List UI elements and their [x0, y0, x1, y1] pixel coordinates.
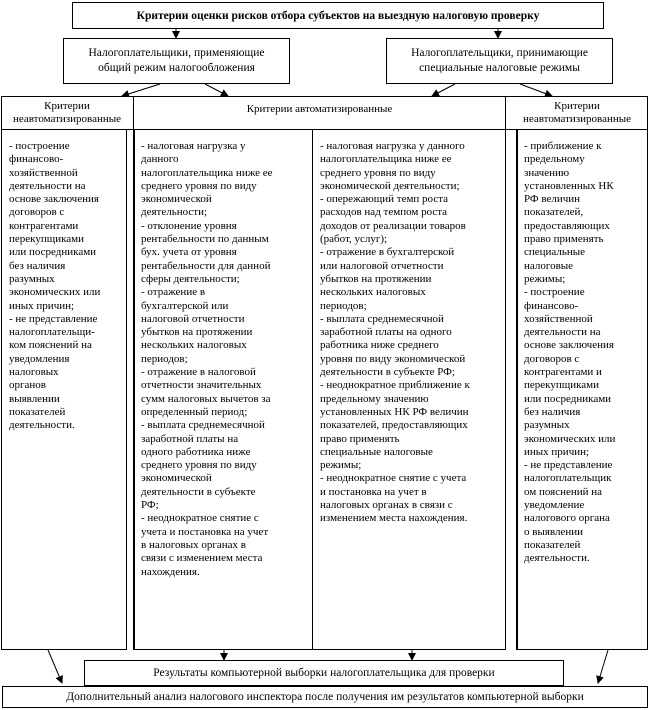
criteria-list-auto-general: - налоговая нагрузка у данного налогоплательщика ниже ее среднего уровня по виду экономической деятельности; - отклонение уровня рентабельности по данным бух. учета от уровня рентабельности для данной сферы деятельности; - отражение в бухгалтерской или налоговой отчетности убытков на протяжении нескольких налоговых периодов; - отражение в налоговой отчетности значительных сумм налоговых вычетов за определенный период; - выплата среднемесячной заработной платы на одного работника ниже среднего уровня по виду экономической деятельности в субъекте РФ; - неоднократное снятие с учета и постановка на учет в налоговых органах в связи с изменением места нахождения. — [141, 140, 273, 578]
arrow-general-to-center — [205, 84, 228, 96]
diagram-title: Критерии оценки рисков отбора субъектов на выездную налоговую проверку — [72, 2, 604, 29]
results-box: Результаты компьютерной выборки налогоплательщика для проверки — [84, 660, 564, 686]
criteria-list-right: - приближение к предельному значению установленных НК РФ величин показателей, предоставляющих право применять специальные налоговые режимы; - построение финансово- хозяйственной деятельности на основе заключения договоров с контрагентами и перекупщиками или посредниками без наличия разумных экономических или иных причин; - не представление налогоплательщик ом пояснений на уведомление налогового органа о выявлении показателей деятельности. — [524, 140, 616, 565]
header-left: Критерии неавтоматизированные — [12, 100, 122, 125]
header-right: Критерии неавтоматизированные — [522, 100, 632, 125]
arrow-special-to-center — [432, 84, 455, 96]
arrow-general-to-left — [122, 84, 160, 96]
header-center: Критерии автоматизированные — [246, 103, 393, 115]
group-general-regime: Налогоплательщики, применяющие общий режим налогообложения — [63, 38, 290, 84]
arrow-col1-to-analysis — [48, 650, 62, 683]
arrow-special-to-right — [520, 84, 552, 96]
arrow-col4-to-analysis — [598, 650, 608, 683]
analysis-box: Дополнительный анализ налогового инспектора после получения им результатов компьютерной выборки — [2, 686, 648, 708]
group-special-regimes: Налогоплательщики, принимающие специальные налоговые режимы — [386, 38, 613, 84]
criteria-list-left: - построение финансово- хозяйственной деятельности на основе заключения договоров с контрагентами перекупщиками или посредниками без наличия разумных экономических или иных причин; - не представление налогоплательщи- ком пояснений на уведомления налоговых органов выявлении показателей деятельности. — [9, 140, 101, 432]
criteria-list-auto-special: - налоговая нагрузка у данного налогоплательщика ниже ее среднего уровня по виду экономической деятельности; - опережающий темп роста расходов над темпом роста доходов от реализации товаров (работ, услуг); - отражение в бухгалтерской или налоговой отчетности убытков на протяжении нескольких налоговых периодов; - выплата среднемесячной заработной платы на одного работника ниже среднего уровня по виду экономической деятельности в субъекте РФ; - неоднократное приближение к предельному значению установленных НК РФ величин показателей, предоставляющих право применять специальные налоговые режимы; - неоднократное снятие с учета и постановка на учет в налоговых органах в связи с изменением места нахождения. — [320, 140, 470, 525]
